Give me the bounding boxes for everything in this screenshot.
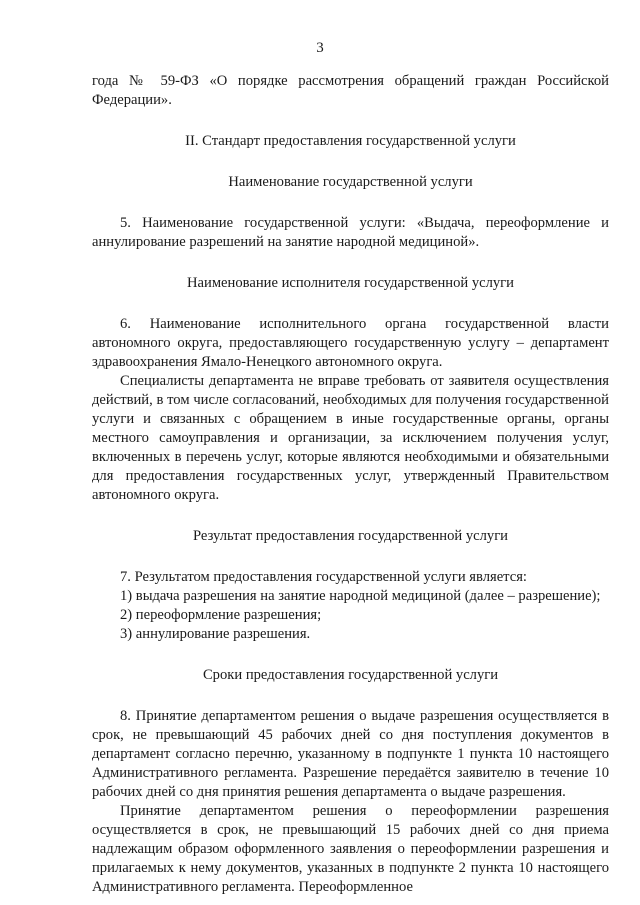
paragraph-intro: года № 59-ФЗ «О порядке рассмотрения обращений граждан Российской Федерации». [92, 73, 609, 108]
result-item-2: 2) переоформление разрешения; [120, 607, 322, 623]
page-number: 3 [316, 40, 324, 56]
result-item-3: 3) аннулирование разрешения. [120, 626, 311, 642]
paragraph-7: 7. Результатом предоставления государственной услуги является: [120, 569, 527, 585]
paragraph-8: 8. Принятие департаментом решения о выдаче разрешения осуществляется в срок, не превышающий 45 рабочих дней со дня поступления документов в департамент согласно перечню, указанному в подпункте 1 пункта 10 настоящего Административного регламента. Разрешение передаётся заявителю в течение 10 рабочих дней со дня принятия решения департамента о выдаче разрешения. [92, 708, 609, 800]
paragraph-6: 6. Наименование исполнительного органа государственной власти автономного округа, предоставляющего государственную услугу – департамент здравоохранения Ямало-Ненецкого автономного округа. [92, 316, 609, 370]
document-body [92, 72, 609, 897]
result-item-1: 1) выдача разрешения на занятие народной медициной (далее – разрешение); [120, 588, 601, 604]
paragraph-5: 5. Наименование государственной услуги: «Выдача, переоформление и аннулирование разрешений на занятие народной медициной». [92, 215, 609, 250]
heading-executor: Наименование исполнителя государственной услуги [187, 275, 514, 291]
heading-section-2: II. Стандарт предоставления государственной услуги [185, 133, 516, 149]
paragraph-6-specialists: Специалисты департамента не вправе требовать от заявителя осуществления действий, в том числе согласований, необходимых для получения государственной услуги и связанных с обращением в иные государственные органы, органы местного самоуправления и организации, за исключением получения услуг, включенных в перечень услуг, которые являются необходимыми и обязательными для предоставления государственных услуг, утвержденный Правительством автономного округа. [92, 373, 609, 503]
heading-terms: Сроки предоставления государственной услуги [202, 667, 499, 683]
heading-result: Результат предоставления государственной услуги [193, 528, 508, 544]
heading-service-name: Наименование государственной услуги [228, 174, 473, 190]
paragraph-8-reissue: Принятие департаментом решения о переоформлении разрешения осуществляется в срок, не превышающий 15 рабочих дней со дня приема надлежащим образом оформленного заявления о переоформлении разрешения и прилагаемых к нему документов, указанных в подпункте 2 пункта 10 настоящего Административного регламента. Переоформленное [92, 803, 609, 895]
